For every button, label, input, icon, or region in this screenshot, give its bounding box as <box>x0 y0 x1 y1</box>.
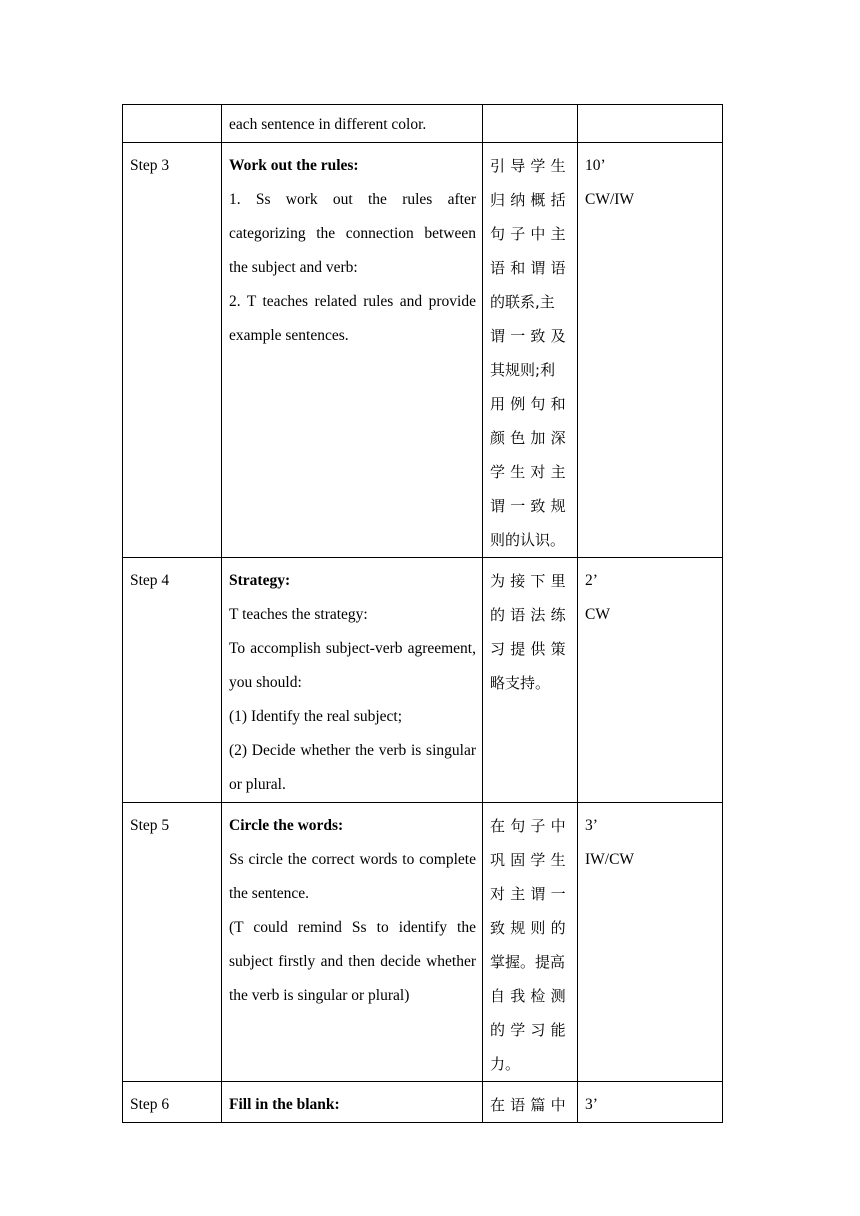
purpose-line: 用例句和 <box>490 395 571 413</box>
activity-text: 2. T teaches related rules and provide example sentences. <box>229 293 476 344</box>
activity-cell <box>222 1082 483 1123</box>
purpose-line: 学生对主 <box>490 463 571 481</box>
purpose-cell <box>483 143 578 558</box>
purpose-line: 在语篇中 <box>490 1096 571 1114</box>
purpose-line: 谓一致及 <box>490 327 571 345</box>
activity-cell <box>222 803 483 1082</box>
time-cell <box>578 558 723 803</box>
table-row <box>123 143 723 558</box>
activity-text: T teaches the strategy: <box>229 606 368 623</box>
purpose-line: 为接下里 <box>490 572 571 590</box>
purpose-line: 自我检测 <box>490 987 571 1005</box>
time-value: 3’ <box>585 1096 598 1113</box>
activity-text: (T could remind Ss to identify the subject firstly and then decide whether the verb is singular or plural) <box>229 919 476 1004</box>
time-cell <box>578 143 723 558</box>
time-cell <box>578 1082 723 1123</box>
purpose-cell <box>483 1082 578 1123</box>
time-cell <box>578 803 723 1082</box>
activity-title: Fill in the blank: <box>229 1096 340 1113</box>
activity-cell <box>222 558 483 803</box>
activity-text: each sentence in different color. <box>229 116 427 133</box>
lesson-plan-table <box>122 104 723 1123</box>
purpose-line: 略支持。 <box>490 674 551 692</box>
purpose-line: 掌握。提高 <box>490 953 566 971</box>
table-row <box>123 105 723 143</box>
purpose-line: 的语法练 <box>490 606 571 624</box>
purpose-line: 句子中主 <box>490 225 571 243</box>
step-cell: Step 6 <box>123 1082 222 1123</box>
activity-text: (1) Identify the real subject; <box>229 708 403 725</box>
time-value: 10’ <box>585 157 606 174</box>
purpose-line: 颜色加深 <box>490 429 571 447</box>
activity-title: Work out the rules: <box>229 157 359 174</box>
purpose-line: 的联系,主 <box>490 293 555 311</box>
table-row <box>123 558 723 803</box>
purpose-line: 其规则;利 <box>490 361 556 379</box>
activity-title: Strategy: <box>229 572 291 589</box>
purpose-cell <box>483 105 578 143</box>
mode-value: CW/IW <box>585 191 635 208</box>
purpose-cell <box>483 803 578 1082</box>
purpose-line: 对主谓一 <box>490 885 571 903</box>
time-value: 3’ <box>585 817 598 834</box>
purpose-line: 力。 <box>490 1055 521 1073</box>
purpose-cell <box>483 558 578 803</box>
activity-cell <box>222 105 483 143</box>
activity-text: Ss circle the correct words to complete the sentence. <box>229 851 476 902</box>
purpose-line: 引导学生 <box>490 157 571 175</box>
time-cell <box>578 105 723 143</box>
mode-value: CW <box>585 606 610 623</box>
table-row <box>123 803 723 1082</box>
time-value: 2’ <box>585 572 598 589</box>
purpose-line: 则的认识。 <box>490 531 566 549</box>
purpose-line: 巩固学生 <box>490 851 571 869</box>
purpose-line: 致规则的 <box>490 919 571 937</box>
activity-title: Circle the words: <box>229 817 344 834</box>
purpose-line: 语和谓语 <box>490 259 571 277</box>
activity-cell <box>222 143 483 558</box>
purpose-line: 习提供策 <box>490 640 571 658</box>
purpose-line: 的学习能 <box>490 1021 571 1039</box>
activity-text: To accomplish subject-verb agreement, you should: <box>229 640 476 691</box>
mode-value: IW/CW <box>585 851 635 868</box>
purpose-line: 归纳概括 <box>490 191 571 209</box>
activity-text: (2) Decide whether the verb is singular or plural. <box>229 742 476 793</box>
table-row <box>123 1082 723 1123</box>
purpose-line: 谓一致规 <box>490 497 571 515</box>
step-cell <box>123 105 222 143</box>
purpose-line: 在句子中 <box>490 817 571 835</box>
step-cell: Step 3 <box>123 143 222 558</box>
step-cell: Step 5 <box>123 803 222 1082</box>
step-cell: Step 4 <box>123 558 222 803</box>
activity-text: 1. Ss work out the rules after categorizing the connection between the subject and verb: <box>229 191 476 276</box>
